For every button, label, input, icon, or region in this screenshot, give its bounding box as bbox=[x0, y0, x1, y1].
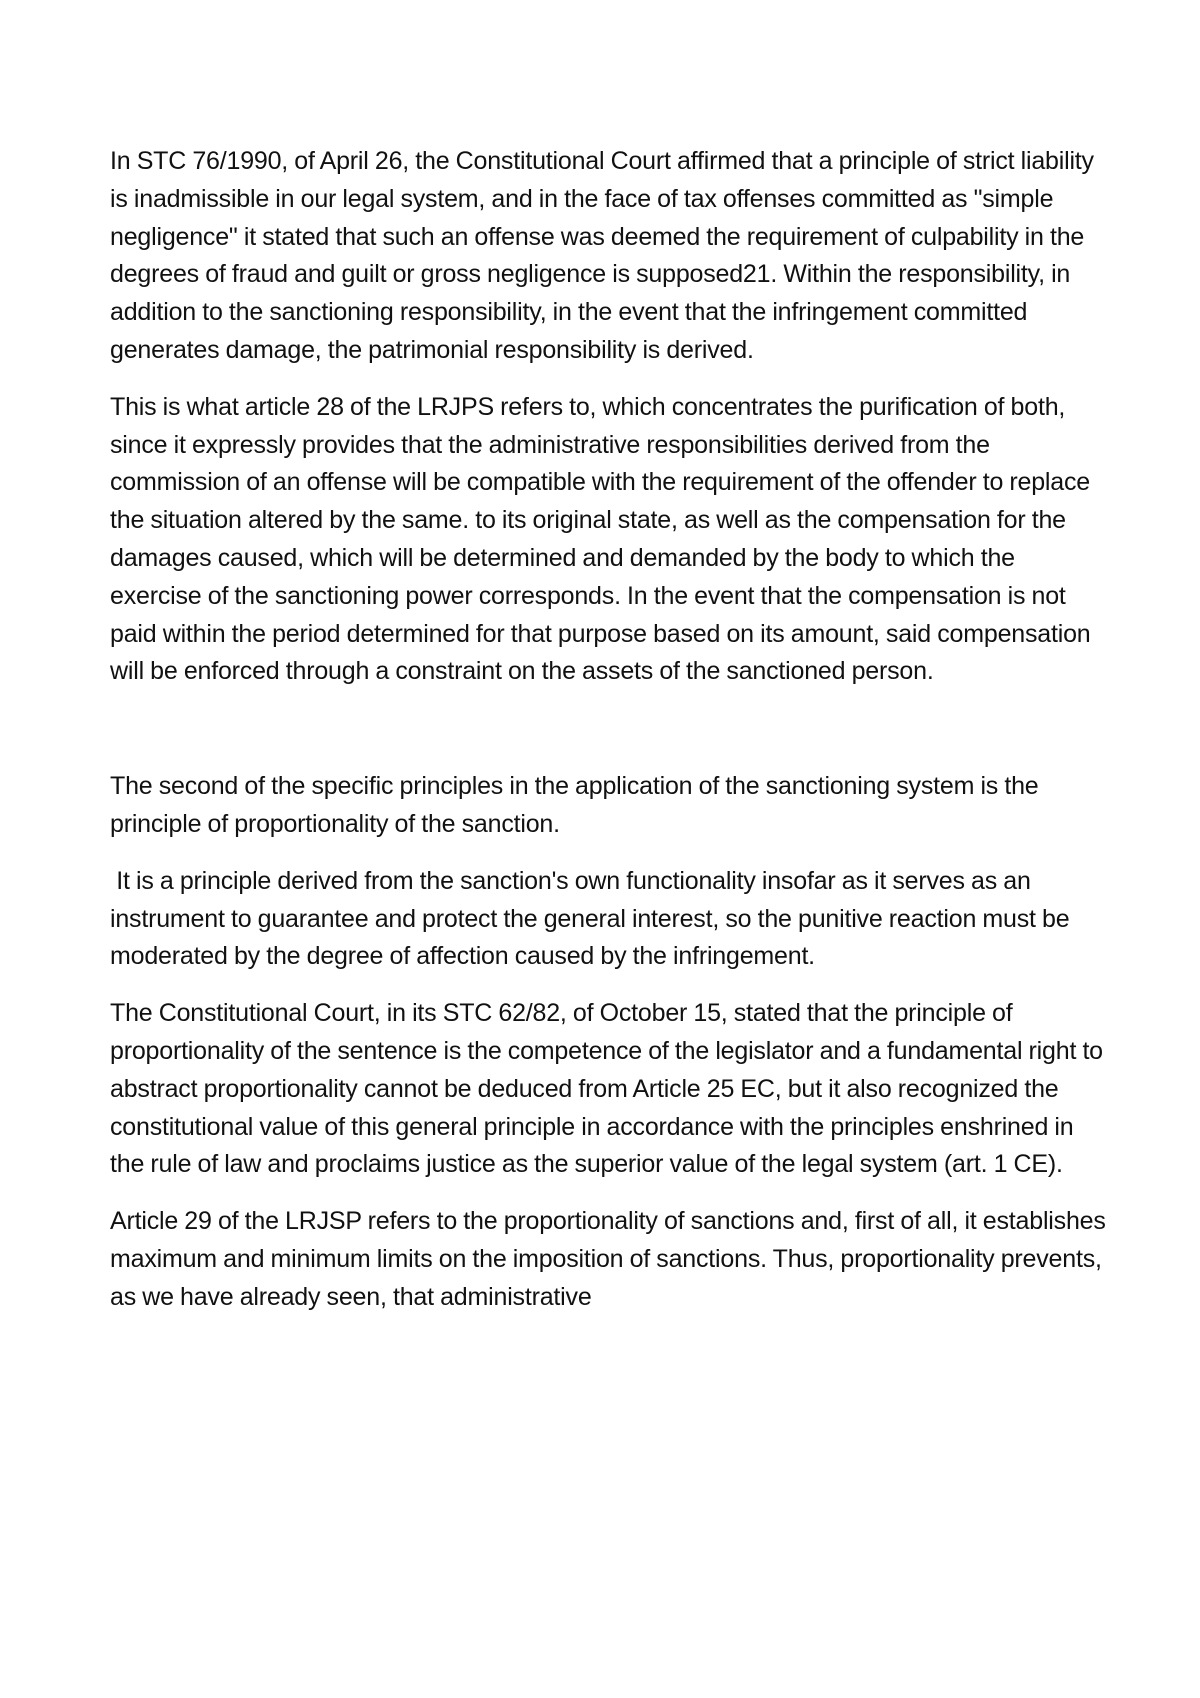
document-body bbox=[110, 143, 1110, 1317]
paragraph-constitutional-court: The Constitutional Court, in its STC 62/82, of October 15, stated that the principle of proportionality of the sentence is the competence of the legislator and a fundamental right to abstract proportionality cannot be deduced from Article 25 EC, but it also recognized the constitutional value of this general principle in accordance with the principles enshrined in the rule of law and proclaims justice as the superior value of the legal system (art. 1 CE). bbox=[110, 999, 1110, 1179]
paragraph-sanction-functionality: It is a principle derived from the sanction's own functionality insofar as it serves as an instrument to guarantee and protect the general interest, so the punitive reaction must be moderated by the degree of affection caused by the infringement. bbox=[110, 866, 1076, 971]
paragraph-article-29: Article 29 of the LRJSP refers to the proportionality of sanctions and, first of all, it establishes maximum and minimum limits on the imposition of sanctions. Thus, proportionality prevents, as we have already seen, that administrative bbox=[110, 1207, 1112, 1311]
paragraph-strict-liability: In STC 76/1990, of April 26, the Constitutional Court affirmed that a principle of strict liability is inadmissible in our legal system, and in the face of tax offenses committed as "simple negligence" it stated that such an offense was deemed the requirement of culpability in the degrees of fraud and guilt or gross negligence is supposed21. Within the responsibility, in addition to the sanctioning responsibility, in the event that the infringement committed generates damage, the patrimonial responsibility is derived. bbox=[110, 147, 1101, 364]
paragraph-article-28: This is what article 28 of the LRJPS refers to, which concentrates the purification of both, since it expressly provides that the administrative responsibilities derived from the commission of an offense will be compatible with the requirement of the offender to replace the situation altered by the same. to its original state, as well as the compensation for the damages caused, which will be determined and demanded by the body to which the exercise of the sanctioning power corresponds. In the event that the compensation is not paid within the period determined for that purpose based on its amount, said compensation will be enforced through a constraint on the assets of the sanctioned person. bbox=[110, 392, 1097, 686]
paragraph-proportionality-principle: The second of the specific principles in the application of the sanctioning system is the principle of proportionality of the sanction. bbox=[110, 772, 1045, 838]
